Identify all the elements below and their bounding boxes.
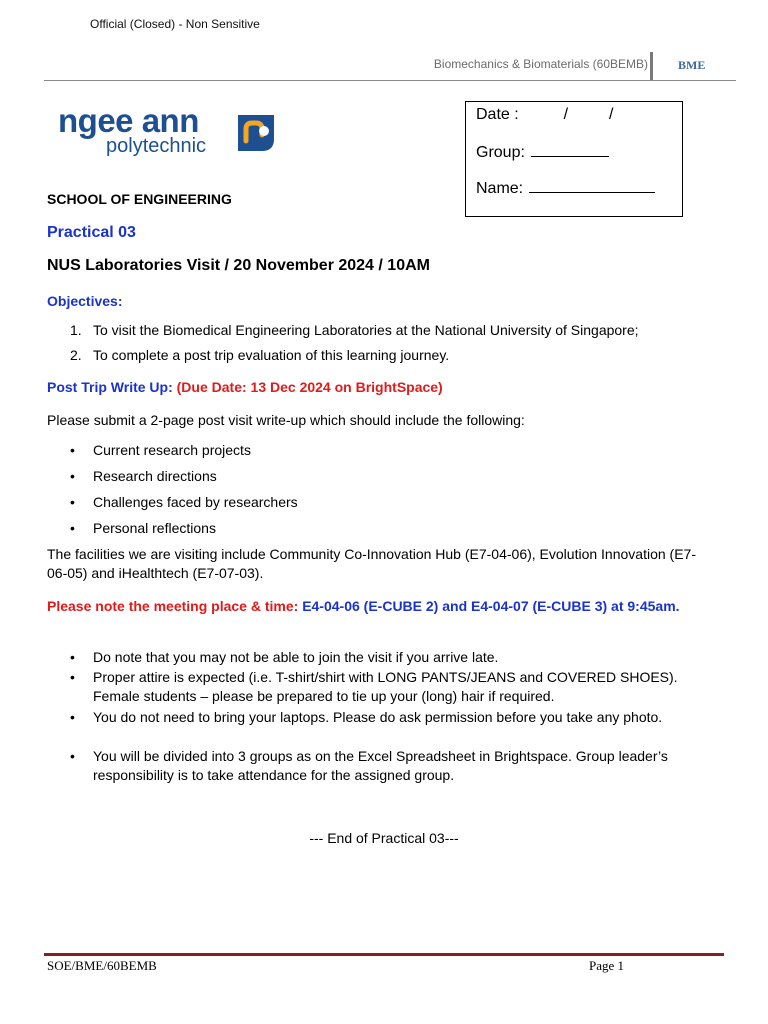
writeup-bullet: • Challenges faced by researchers [70, 493, 710, 512]
writeup-bullet: • Research directions [70, 467, 710, 486]
post-trip-heading [47, 379, 443, 395]
date-separator: / [563, 106, 569, 123]
submit-instructions: Please submit a 2-page post visit write-up which should include the following: [47, 412, 525, 428]
group-label: Group: [476, 144, 525, 161]
group-field[interactable] [531, 142, 609, 157]
course-header: Biomechanics & Biomaterials (60BEMB) [433, 57, 648, 71]
date-label: Date : [476, 106, 519, 123]
page-number: Page 1 [589, 958, 625, 973]
note-text: Do note that you may not be able to join the visit if you arrive late. [93, 649, 499, 665]
page-title: NUS Laboratories Visit / 20 November 2024 / 10AM [47, 257, 430, 274]
objective-item [70, 347, 449, 363]
ngee-ann-logo [58, 103, 288, 163]
objective-number: 2. [70, 347, 82, 363]
meeting-detail: E4-04-06 (E-CUBE 2) and E4-04-07 (E-CUBE 3) at 9:45am. [302, 598, 680, 614]
footer-rule [44, 953, 724, 956]
group-line [476, 142, 609, 162]
header-divider [650, 52, 653, 80]
note-bullet: • Proper attire is expected (i.e. T-shirt/shirt with LONG PANTS/JEANS and COVERED SHOES). Female students – please be prepared to tie up your (long) hair if required. [70, 668, 710, 706]
note-text: You will be divided into 3 groups as on the Excel Spreadsheet in Brightspace. Group leader’s responsibility is to take attendance for the assigned group. [93, 748, 668, 783]
note-bullet: • You will be divided into 3 groups as on the Excel Spreadsheet in Brightspace. Group leader’s responsibility is to take attendance for the assigned group. [70, 747, 710, 785]
due-date: (Due Date: 13 Dec 2024 on BrightSpace) [176, 379, 443, 395]
writeup-bullet: • Current research projects [70, 441, 710, 460]
facilities-paragraph: The facilities we are visiting include Community Co-Innovation Hub (E7-04-06), Evolution Innovation (E7-06-05) and iHealthtech (E7-07-03). [47, 546, 696, 581]
meeting-label: Please note the meeting place & time: [47, 598, 299, 614]
note-text: Proper attire is expected (i.e. T-shirt/shirt with LONG PANTS/JEANS and COVERED SHOES). Female students – please be prepared to tie up your (long) hair if required. [93, 669, 678, 704]
name-field[interactable] [529, 178, 655, 193]
footer-code: SOE/BME/60BEMB [47, 958, 157, 973]
name-label: Name: [476, 180, 524, 197]
objective-item [70, 322, 639, 338]
bullet-text: Research directions [93, 468, 217, 484]
date-separator: / [608, 106, 614, 123]
note-bullet: • You do not need to bring your laptops. Please do ask permission before you take any photo. [70, 708, 710, 727]
header-rule [44, 80, 736, 81]
school-name: SCHOOL OF ENGINEERING [47, 191, 232, 207]
meeting-note [47, 597, 717, 616]
bullet-text: Personal reflections [93, 520, 216, 536]
objective-number: 1. [70, 322, 82, 338]
header-tag: BME [678, 58, 706, 72]
name-line [476, 178, 655, 198]
note-text: You do not need to bring your laptops. Please do ask permission before you take any photo. [93, 709, 663, 725]
writeup-bullet: • Personal reflections [70, 519, 710, 538]
end-of-practical: --- End of Practical 03--- [309, 830, 459, 846]
objective-text: To visit the Biomedical Engineering Laboratories at the National University of Singapore; [93, 322, 639, 338]
date-line [476, 106, 613, 124]
bullet-text: Current research projects [93, 442, 251, 458]
classification-label: Official (Closed) - Non Sensitive [90, 17, 260, 31]
bullet-text: Challenges faced by researchers [93, 494, 298, 510]
practical-number: Practical 03 [47, 224, 136, 241]
logo-mark-icon [234, 109, 278, 153]
note-bullet: • Do note that you may not be able to join the visit if you arrive late. [70, 648, 710, 667]
logo-sub: polytechnic [106, 135, 207, 157]
student-info-box [465, 101, 683, 217]
objective-text: To complete a post trip evaluation of this learning journey. [93, 347, 450, 363]
logo-name: ngee ann [58, 102, 199, 139]
objectives-heading: Objectives: [47, 293, 123, 309]
post-trip-label: Post Trip Write Up: [47, 379, 173, 395]
